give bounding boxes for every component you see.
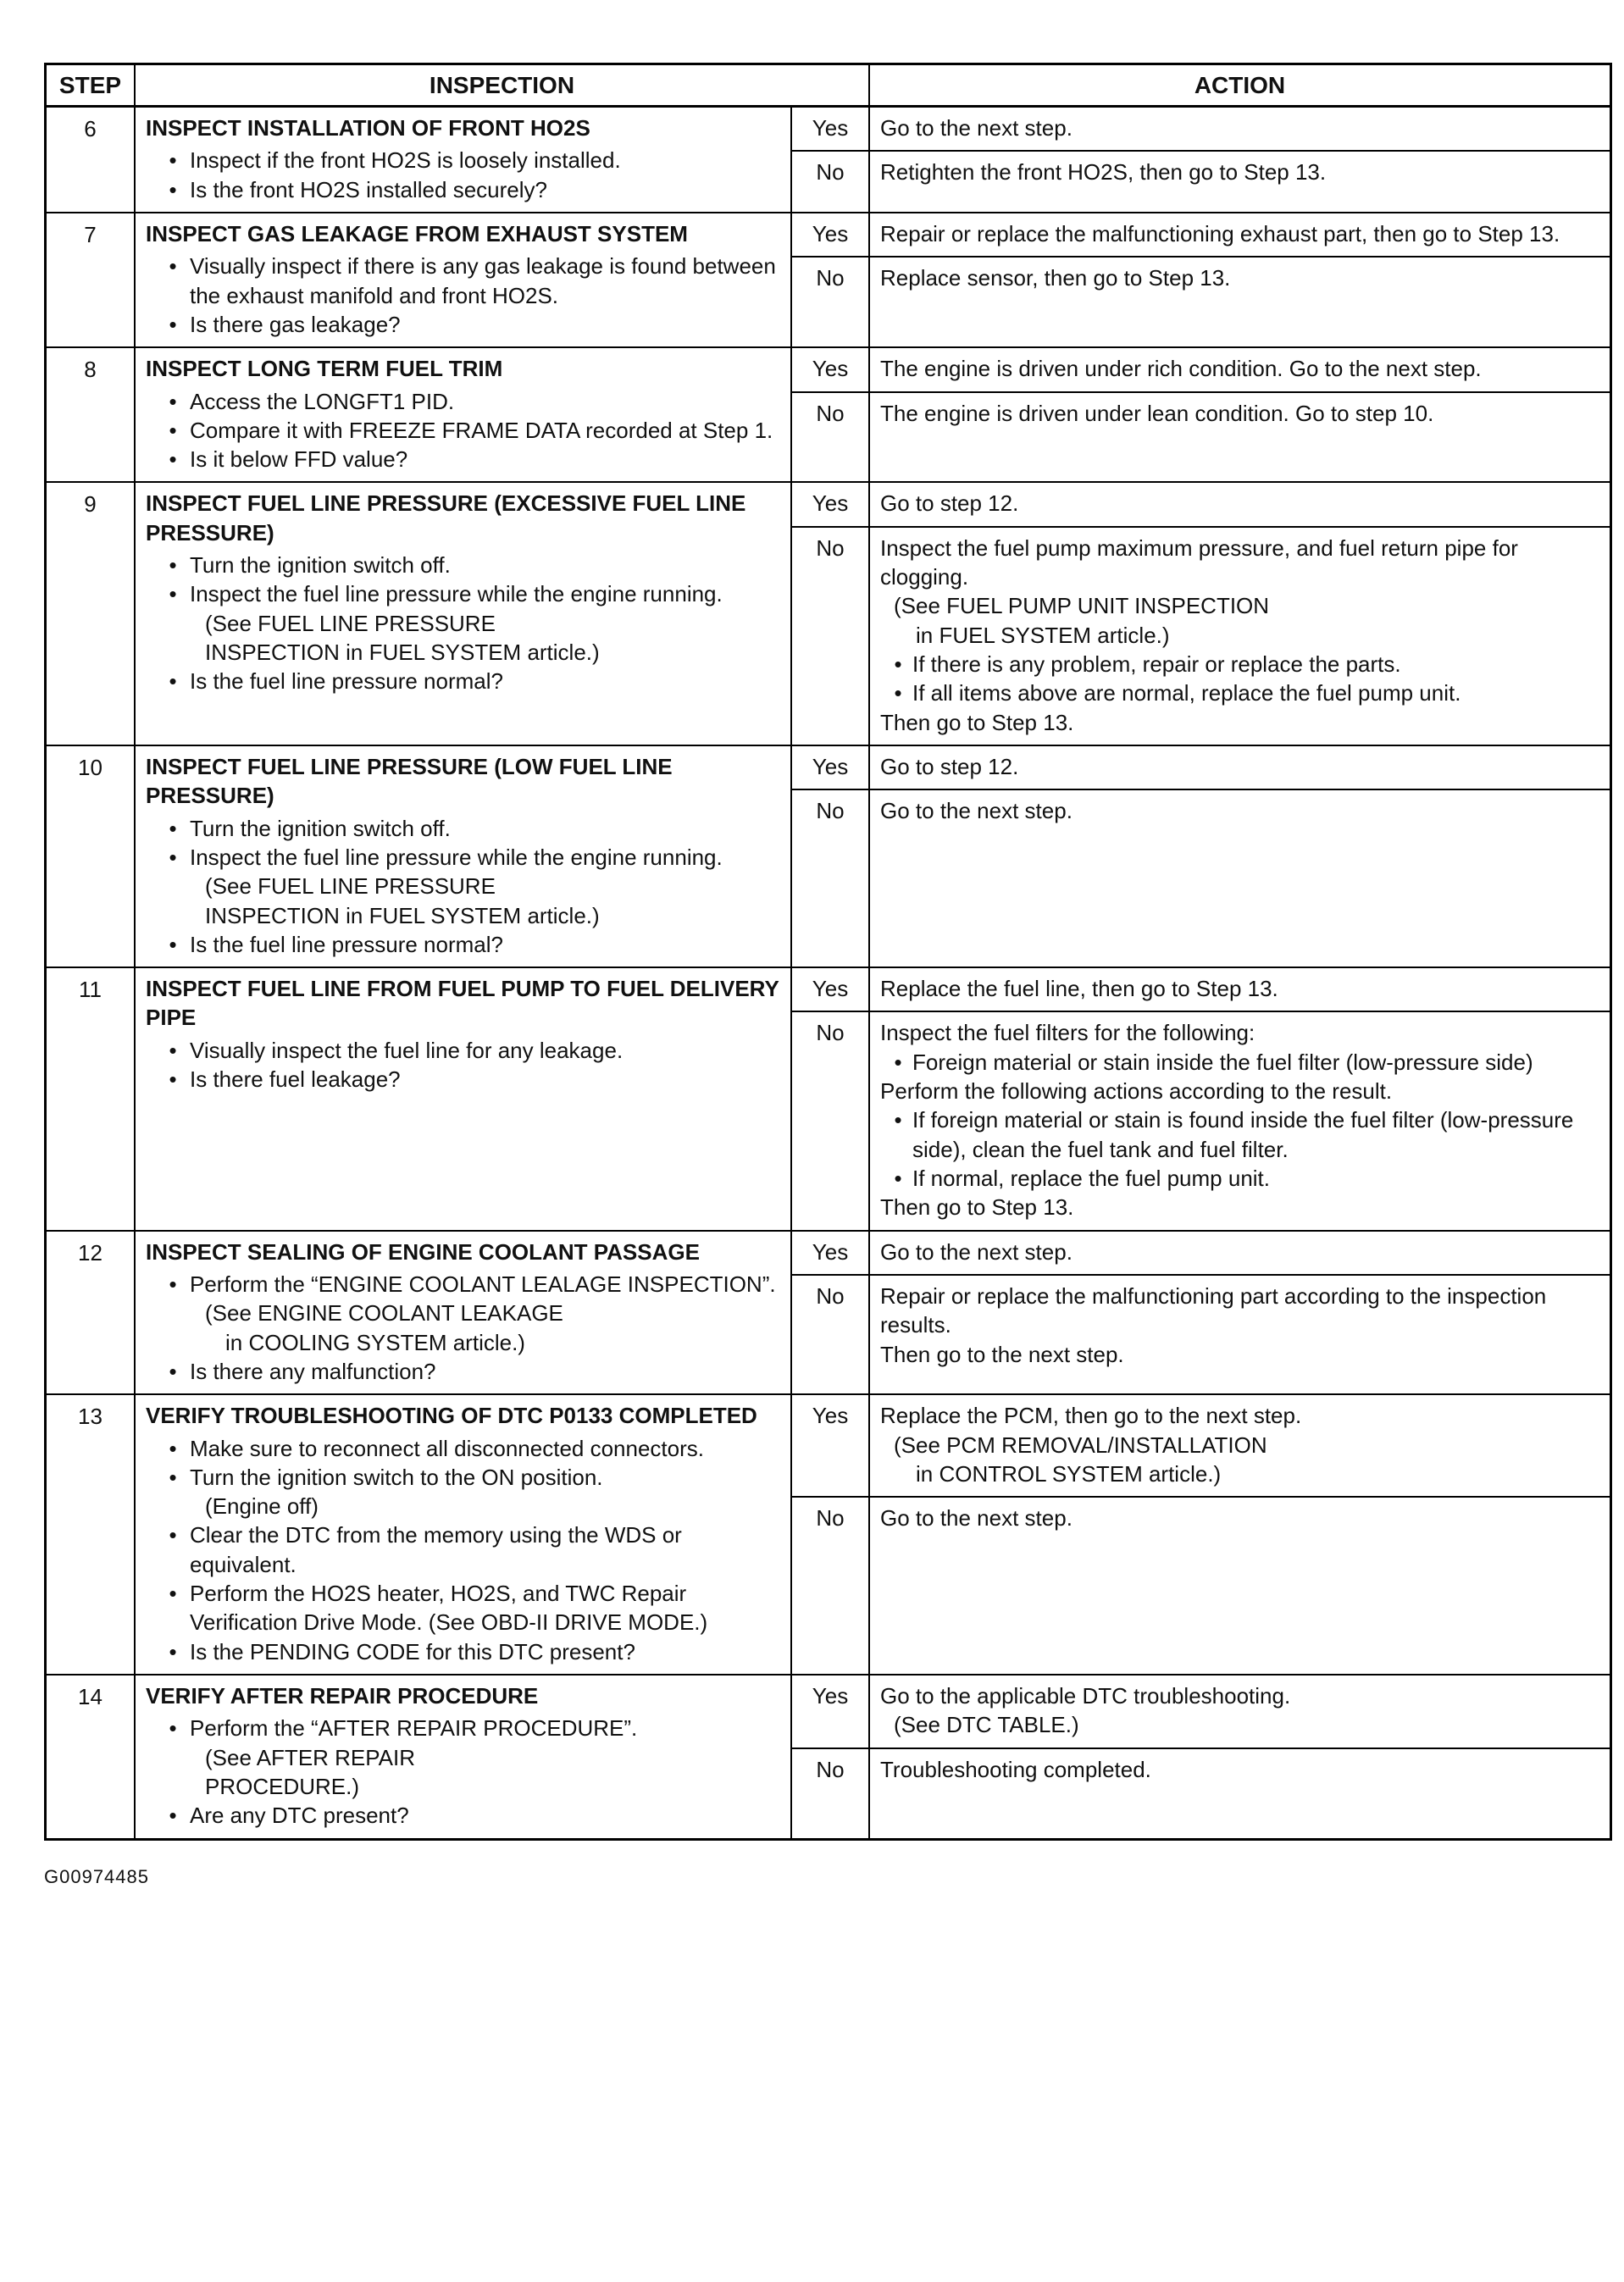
inspection-bullet-text: Turn the ignition switch off. xyxy=(190,552,451,579)
step-row-13 xyxy=(47,1393,1610,1674)
inspection-cell xyxy=(136,1675,792,1838)
inspection-bullet-text: Turn the ignition switch off. xyxy=(190,815,451,841)
inspection-cell xyxy=(136,213,792,346)
action-text-line: Go to step 12. xyxy=(880,490,1019,517)
action-text-line: Go to the next step. xyxy=(880,798,1073,824)
bullet-icon: • xyxy=(169,311,177,337)
no-label-cell: No xyxy=(792,528,870,745)
action-text-line: Replace sensor, then go to Step 13. xyxy=(880,265,1231,291)
step-row-9 xyxy=(47,481,1610,745)
inspection-cell xyxy=(136,483,792,745)
action-text-line: Then go to Step 13. xyxy=(880,709,1074,735)
bullet-icon: • xyxy=(169,417,177,443)
step-number: 14 xyxy=(47,1675,136,1838)
inspection-bullet-item xyxy=(146,1463,780,1492)
inspection-title: INSPECT INSTALLATION OF FRONT HO2S xyxy=(146,115,590,141)
bullet-icon: • xyxy=(894,680,902,706)
action-text-line: Replace the PCM, then go to the next step. xyxy=(880,1403,1302,1429)
no-label-cell: No xyxy=(792,1012,870,1229)
yes-action-cell xyxy=(870,483,1610,527)
bullet-icon: • xyxy=(169,844,177,870)
no-action-cell xyxy=(870,1498,1610,1674)
yes-action-cell xyxy=(870,108,1610,152)
step-number: 13 xyxy=(47,1395,136,1674)
inspection-bullet-text: Is the PENDING CODE for this DTC present? xyxy=(190,1638,635,1664)
yes-action-cell xyxy=(870,213,1610,258)
no-action-cell xyxy=(870,1012,1610,1229)
inspection-bullet-item xyxy=(146,1520,780,1579)
inspection-bullet-text: Clear the DTC from the memory using the WDS or equivalent. xyxy=(190,1522,682,1577)
action-text-line: Then go to Step 13. xyxy=(880,1194,1074,1221)
action-text-line: Replace the fuel line, then go to Step 13. xyxy=(880,976,1278,1002)
inspection-title: INSPECT SEALING OF ENGINE COOLANT PASSAGE xyxy=(146,1238,700,1265)
action-text-line: Go to the next step. xyxy=(880,1505,1073,1531)
inspection-cell xyxy=(136,746,792,967)
no-label-cell: No xyxy=(792,258,870,346)
inspection-bullet-text: Perform the “AFTER REPAIR PROCEDURE”. xyxy=(190,1715,638,1742)
inspection-bullet-item xyxy=(146,930,780,959)
bullet-icon: • xyxy=(169,1358,177,1384)
action-text-line: Repair or replace the malfunctioning part according to the inspection results. xyxy=(880,1282,1547,1338)
inspection-bullet-item xyxy=(146,1434,780,1463)
inspection-bullet-text: Access the LONGFT1 PID. xyxy=(190,388,455,414)
inspection-bullet-item xyxy=(146,175,780,204)
bullet-icon: • xyxy=(894,651,902,677)
action-text-line: Troubleshooting completed. xyxy=(880,1756,1151,1782)
table-header xyxy=(47,65,1610,108)
inspection-bullet-item xyxy=(146,551,780,579)
inspection-note-line: INSPECTION in FUEL SYSTEM article.) xyxy=(205,902,600,928)
action-bullet-text: Foreign material or stain inside the fuel filter (low-pressure side) xyxy=(912,1049,1533,1075)
inspection-bullet-text: Is there gas leakage? xyxy=(190,311,401,337)
inspection-title: INSPECT FUEL LINE PRESSURE (LOW FUEL LINE PRESSURE) xyxy=(146,753,673,809)
step-number: 9 xyxy=(47,483,136,745)
inspection-cell xyxy=(136,968,792,1230)
inspection-note-line: PROCEDURE.) xyxy=(205,1773,360,1799)
inspection-bullet-item xyxy=(146,1036,780,1065)
bullet-icon: • xyxy=(169,253,177,280)
yes-action-cell xyxy=(870,348,1610,392)
inspection-bullet-item xyxy=(146,1579,780,1637)
step-number: 12 xyxy=(47,1232,136,1394)
no-label-cell: No xyxy=(792,1749,870,1838)
yes-label-cell: Yes xyxy=(792,968,870,1012)
bullet-icon: • xyxy=(169,1522,177,1548)
table-body xyxy=(47,108,1610,1838)
inspection-bullet-item xyxy=(146,1270,780,1299)
step-number: 7 xyxy=(47,213,136,346)
action-bullet-item xyxy=(880,679,1599,707)
action-note-line: (See PCM REMOVAL/INSTALLATION xyxy=(894,1432,1267,1458)
figure-code: G00974485 xyxy=(44,1865,149,1887)
inspection-bullet-text: Is there fuel leakage? xyxy=(190,1066,401,1093)
step-row-7 xyxy=(47,212,1610,346)
bullet-icon: • xyxy=(169,581,177,607)
step-row-8 xyxy=(47,346,1610,481)
action-note-line: in FUEL SYSTEM article.) xyxy=(916,622,1170,648)
inspection-bullet-text: Is there any malfunction? xyxy=(190,1358,436,1384)
no-label-cell: No xyxy=(792,393,870,482)
inspection-bullet-item xyxy=(146,252,780,310)
column-header-action: ACTION xyxy=(1194,72,1286,98)
action-bullet-item xyxy=(880,650,1599,679)
step-row-6 xyxy=(47,108,1610,212)
no-label-cell: No xyxy=(792,1498,870,1674)
action-note-line: (See FUEL PUMP UNIT INSPECTION xyxy=(894,593,1270,619)
inspection-bullet-text: Make sure to reconnect all disconnected connectors. xyxy=(190,1435,705,1461)
action-bullet-text: If foreign material or stain is found inside the fuel filter (low-pressure side), clean the fuel tank and fuel filter. xyxy=(912,1107,1574,1162)
column-header-inspection: INSPECTION xyxy=(136,65,870,105)
inspection-bullet-item xyxy=(146,667,780,695)
no-action-cell xyxy=(870,790,1610,967)
action-bullet-text: If normal, replace the fuel pump unit. xyxy=(912,1166,1271,1191)
step-row-10 xyxy=(47,745,1610,967)
yes-label-cell: Yes xyxy=(792,1395,870,1498)
inspection-bullet-text: Visually inspect the fuel line for any leakage. xyxy=(190,1037,624,1063)
no-label-cell: No xyxy=(792,790,870,967)
inspection-bullet-item xyxy=(146,814,780,843)
inspection-title: INSPECT GAS LEAKAGE FROM EXHAUST SYSTEM xyxy=(146,220,688,246)
inspection-bullet-text: Visually inspect if there is any gas leakage is found between the exhaust manifold and front HO2S. xyxy=(190,253,776,308)
inspection-bullet-item xyxy=(146,1357,780,1386)
inspection-cell xyxy=(136,348,792,481)
action-text-line: Go to the next step. xyxy=(880,115,1073,141)
no-action-cell xyxy=(870,258,1610,346)
action-text-line: Go to step 12. xyxy=(880,753,1019,779)
bullet-icon: • xyxy=(169,147,177,174)
bullet-icon: • xyxy=(169,931,177,957)
bullet-icon: • xyxy=(894,1107,902,1133)
bullet-icon: • xyxy=(169,668,177,695)
bullet-icon: • xyxy=(169,1581,177,1607)
inspection-bullet-item xyxy=(146,416,780,445)
step-number: 8 xyxy=(47,348,136,481)
action-text-line: Go to the applicable DTC troubleshooting. xyxy=(880,1683,1291,1709)
bullet-icon: • xyxy=(169,1803,177,1829)
action-bullet-item xyxy=(880,1164,1599,1193)
inspection-bullet-text: Inspect the fuel line pressure while the engine running. xyxy=(190,844,723,870)
inspection-note-line: in COOLING SYSTEM article.) xyxy=(225,1329,525,1355)
bullet-icon: • xyxy=(169,1464,177,1490)
step-row-14 xyxy=(47,1674,1610,1838)
step-number: 6 xyxy=(47,108,136,212)
inspection-bullet-item xyxy=(146,445,780,474)
yes-label-cell: Yes xyxy=(792,213,870,258)
step-row-11 xyxy=(47,967,1610,1230)
yes-action-cell xyxy=(870,1675,1610,1749)
inspection-note-line: (See ENGINE COOLANT LEAKAGE xyxy=(205,1300,563,1327)
inspection-title: INSPECT FUEL LINE PRESSURE (EXCESSIVE FUEL LINE PRESSURE) xyxy=(146,490,746,546)
action-text-line: Inspect the fuel filters for the following: xyxy=(880,1020,1255,1046)
inspection-bullet-item xyxy=(146,146,780,174)
bullet-icon: • xyxy=(169,815,177,841)
action-note-line: in CONTROL SYSTEM article.) xyxy=(916,1460,1222,1487)
yes-label-cell: Yes xyxy=(792,746,870,790)
action-bullet-text: If there is any problem, repair or replace the parts. xyxy=(912,651,1401,677)
step-number: 10 xyxy=(47,746,136,967)
inspection-bullet-text: Is it below FFD value? xyxy=(190,446,408,473)
yes-action-cell xyxy=(870,968,1610,1012)
yes-label-cell: Yes xyxy=(792,1232,870,1276)
inspection-bullet-text: Perform the “ENGINE COOLANT LEALAGE INSPECTION”. xyxy=(190,1271,776,1297)
inspection-bullet-text: Compare it with FREEZE FRAME DATA recorded at Step 1. xyxy=(190,417,773,443)
bullet-icon: • xyxy=(169,1638,177,1664)
bullet-icon: • xyxy=(894,1166,902,1191)
yes-label-cell: Yes xyxy=(792,348,870,392)
step-number: 11 xyxy=(47,968,136,1230)
yes-label-cell: Yes xyxy=(792,483,870,527)
bullet-icon: • xyxy=(169,446,177,473)
inspection-bullet-item xyxy=(146,1801,780,1830)
column-header-step: STEP xyxy=(47,65,136,105)
yes-action-cell xyxy=(870,1395,1610,1498)
yes-label-cell: Yes xyxy=(792,108,870,152)
action-bullet-text: If all items above are normal, replace the fuel pump unit. xyxy=(912,680,1461,706)
action-text-line: Go to the next step. xyxy=(880,1238,1073,1265)
inspection-cell xyxy=(136,1395,792,1674)
no-action-cell xyxy=(870,1749,1610,1838)
bullet-icon: • xyxy=(169,1066,177,1093)
yes-label-cell: Yes xyxy=(792,1675,870,1749)
action-text-line: Retighten the front HO2S, then go to Step 13. xyxy=(880,159,1327,186)
inspection-bullet-text: Is the front HO2S installed securely? xyxy=(190,176,547,202)
inspection-title: VERIFY AFTER REPAIR PROCEDURE xyxy=(146,1683,539,1709)
inspection-bullet-item xyxy=(146,579,780,608)
action-bullet-item xyxy=(880,1048,1599,1077)
step-row-12 xyxy=(47,1230,1610,1394)
inspection-note-line: (Engine off) xyxy=(205,1493,319,1520)
no-action-cell xyxy=(870,393,1610,482)
bullet-icon: • xyxy=(169,176,177,202)
inspection-bullet-text: Perform the HO2S heater, HO2S, and TWC Repair Verification Drive Mode. (See OBD-II DRIVE MODE.) xyxy=(190,1581,708,1636)
inspection-title: VERIFY TROUBLESHOOTING OF DTC P0133 COMPLETED xyxy=(146,1403,757,1429)
action-text-line: Perform the following actions according to the result. xyxy=(880,1078,1393,1105)
bullet-icon: • xyxy=(169,1271,177,1297)
inspection-bullet-item xyxy=(146,1637,780,1666)
action-bullet-item xyxy=(880,1105,1599,1164)
bullet-icon: • xyxy=(169,1037,177,1063)
inspection-note-line: (See FUEL LINE PRESSURE xyxy=(205,873,496,900)
no-action-cell xyxy=(870,528,1610,745)
inspection-note-line: (See AFTER REPAIR xyxy=(205,1744,416,1770)
no-label-cell: No xyxy=(792,1276,870,1393)
action-text-line: Inspect the fuel pump maximum pressure, and fuel return pipe for clogging. xyxy=(880,534,1518,590)
inspection-cell xyxy=(136,108,792,212)
bullet-icon: • xyxy=(169,552,177,579)
inspection-bullet-item xyxy=(146,310,780,339)
action-text-line: The engine is driven under lean condition. Go to step 10. xyxy=(880,400,1434,426)
bullet-icon: • xyxy=(169,1435,177,1461)
action-note-line: (See DTC TABLE.) xyxy=(894,1712,1079,1738)
inspection-bullet-item xyxy=(146,1065,780,1094)
inspection-title: INSPECT LONG TERM FUEL TRIM xyxy=(146,356,503,382)
no-action-cell xyxy=(870,1276,1610,1393)
inspection-note-line: INSPECTION in FUEL SYSTEM article.) xyxy=(205,640,600,665)
bullet-icon: • xyxy=(169,388,177,414)
bullet-icon: • xyxy=(169,1715,177,1742)
inspection-bullet-text: Inspect the fuel line pressure while the engine running. xyxy=(190,581,723,607)
inspection-bullet-text: Is the fuel line pressure normal? xyxy=(190,668,503,695)
yes-action-cell xyxy=(870,746,1610,790)
inspection-bullet-item xyxy=(146,387,780,416)
inspection-bullet-item xyxy=(146,1714,780,1742)
bullet-icon: • xyxy=(894,1049,902,1075)
inspection-cell xyxy=(136,1232,792,1394)
inspection-bullet-text: Is the fuel line pressure normal? xyxy=(190,931,503,957)
troubleshooting-table xyxy=(44,63,1612,1841)
inspection-note-line: (See FUEL LINE PRESSURE xyxy=(205,610,496,636)
inspection-bullet-item xyxy=(146,843,780,872)
action-text-line: Then go to the next step. xyxy=(880,1341,1124,1367)
inspection-bullet-text: Are any DTC present? xyxy=(190,1803,409,1829)
yes-action-cell xyxy=(870,1232,1610,1276)
no-action-cell xyxy=(870,152,1610,212)
inspection-bullet-text: Turn the ignition switch to the ON position. xyxy=(190,1464,603,1490)
no-label-cell: No xyxy=(792,152,870,212)
inspection-title: INSPECT FUEL LINE FROM FUEL PUMP TO FUEL DELIVERY PIPE xyxy=(146,976,779,1031)
inspection-bullet-text: Inspect if the front HO2S is loosely installed. xyxy=(190,147,621,174)
action-text-line: Repair or replace the malfunctioning exhaust part, then go to Step 13. xyxy=(880,220,1560,246)
action-text-line: The engine is driven under rich condition. Go to the next step. xyxy=(880,356,1482,382)
